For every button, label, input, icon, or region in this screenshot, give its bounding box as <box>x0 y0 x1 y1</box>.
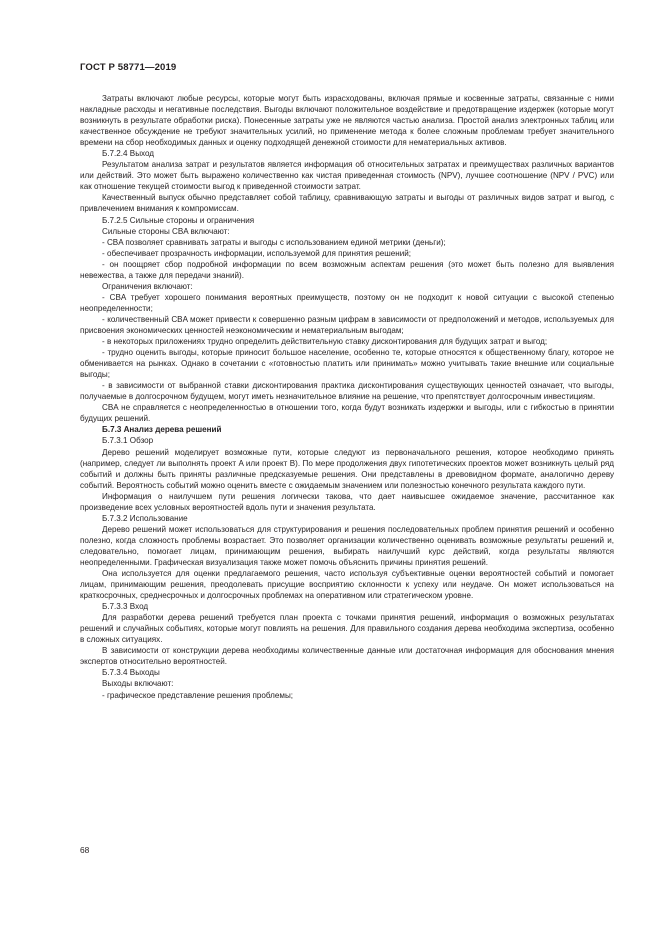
paragraph: Дерево решений моделирует возможные пути, которые следуют из первоначального решения, которое необходимо принять (например, следует ли выполнять проект A или проект B). По мере продолжения двух гипотетических проектов может возникнуть целый ряд событий и должны быть приняты различные предсказуемые решения. Они представлены в древовидном формате, аналогично дереву событий. Вероятность событий можно оценить вместе с ожидаемым значением или полезностью конечного результата каждого пути. <box>80 447 614 490</box>
paragraph: CBA не справляется с неопределенностью в отношении того, когда будут возникать издержки и выгоды, или с гибкостью в принятии будущих решений. <box>80 403 614 424</box>
paragraph: Затраты включают любые ресурсы, которые могут быть израсходованы, включая прямые и косвенные затраты, связанные с ними накладные расходы и негативные последствия. Выгоды включают положительное воздействие и предотвращение издержек (которые могут возникнуть в результате обработки риска). Понесенные затраты уже не являются частью анализа. Простой анализ электронных таблиц или качественное обсуждение не требуют значительных усилий, но применение метода к более сложным проблемам требует значительного времени на сбор необходимых данных и оценку подходящей денежной стоимости для нематериальных активов. <box>80 94 614 148</box>
section-heading: Б.7.3 Анализ дерева решений <box>102 425 222 435</box>
document-body <box>80 93 614 701</box>
paragraph: Она используется для оценки предлагаемого решения, часто используя субъективные оценки вероятностей событий и помогает лицам, принимающим решения, преодолевать присущие восприятию склонности к успеху или неудаче. Он может использоваться на краткосрочных, среднесрочных и долгосрочных проблемах на оперативном или стратегическом уровне. <box>80 569 614 601</box>
paragraph: - CBA требует хорошего понимания вероятных преимуществ, поэтому он не подходит к новой ситуации с высокой степенью неопределенности; <box>80 292 614 313</box>
paragraph: Результатом анализа затрат и результатов является информация об относительных затратах и преимуществах различных вариантов или действий. Это может быть выражено количественно как чистая приведенная стоимость (NPV), лучшее соотношение (NPV / PVC) или как отношение текущей стоимости выгод к приведенной стоимости затрат. <box>80 160 614 192</box>
paragraph: - CBA позволяет сравнивать затраты и выгоды с использованием единой метрики (деньги); <box>102 237 446 247</box>
paragraph: Ограничения включают: <box>102 281 193 291</box>
section-heading: Б.7.3.3 Вход <box>102 602 149 612</box>
paragraph: - в зависимости от выбранной ставки дисконтирования практика дисконтирования существующих ценностей означает, что выгоды, получаемые в долгосрочном будущем, могут иметь незначительное влияние на решение, что препятствует долгосрочным инвестициям. <box>80 381 614 402</box>
section-heading: Б.7.3.2 Использование <box>102 513 188 523</box>
paragraph: В зависимости от конструкции дерева необходимы количественные данные или достаточная информация для обоснования мнения экспертов относительно вероятностей. <box>80 646 614 667</box>
section-heading: Б.7.3.1 Обзор <box>102 436 154 446</box>
section-heading: Б.7.2.4 Выход <box>102 149 155 159</box>
paragraph: - обеспечивает прозрачность информации, используемой для принятия решений; <box>102 248 411 258</box>
paragraph: - он поощряет сбор подробной информации по всем возможным аспектам решения (это может быть полезно для выявления невежества, а также для передачи знаний). <box>80 259 614 280</box>
paragraph: - в некоторых приложениях трудно определить действительную ставку дисконтирования для будущих затрат и выгод; <box>102 337 548 347</box>
paragraph: Качественный выпуск обычно представляет собой таблицу, сравнивающую затраты и выгоды от различных видов затрат и выгод, с привлечением внимания к компромиссам. <box>80 193 614 214</box>
document-header: ГОСТ Р 58771—2019 <box>80 62 177 73</box>
paragraph: Выходы включают: <box>102 679 174 689</box>
paragraph: - трудно оценить выгоды, которые приносит большое население, особенно те, которые относятся к общественному благу, которое не обменивается на рынках. Однако в сочетании с «готовностью платить или принимать» можно учитывать такие внешние или социальные выгоды; <box>80 348 614 380</box>
paragraph: Дерево решений может использоваться для структурирования и решения последовательных проблем принятия решений и особенно полезно, когда сложность проблемы возрастает. Это позволяет организации количественно оценивать возможные результаты решений и, следовательно, помогает лицам, принимающим решения, выбирать наилучший курс действий, когда результаты являются неопределенными. Графическая визуализация также может помочь объяснить причины принятия решений. <box>80 524 614 567</box>
paragraph: Информация о наилучшем пути решения логически такова, что дает наивысшее ожидаемое значение, рассчитанное как произведение всех условных вероятностей вдоль пути и значения результата. <box>80 491 614 512</box>
page-number: 68 <box>80 845 90 855</box>
paragraph: - количественный CBA может привести к совершенно разным цифрам в зависимости от предположений и методов, используемых для присвоения экономических ценностей неэкономическим и нематериальным выгодам; <box>80 314 614 335</box>
section-heading: Б.7.3.4 Выходы <box>102 668 160 678</box>
paragraph: Сильные стороны CBA включают: <box>102 226 230 236</box>
paragraph: - графическое представление решения проблемы; <box>102 690 294 700</box>
paragraph: Для разработки дерева решений требуется план проекта с точками принятия решений, информация о возможных результатах решений и случайных событиях, которые могут повлиять на решения. Для правильного создания дерева необходима экспертиза, особенно в сложных ситуациях. <box>80 613 614 645</box>
section-heading: Б.7.2.5 Сильные стороны и ограничения <box>102 215 255 225</box>
